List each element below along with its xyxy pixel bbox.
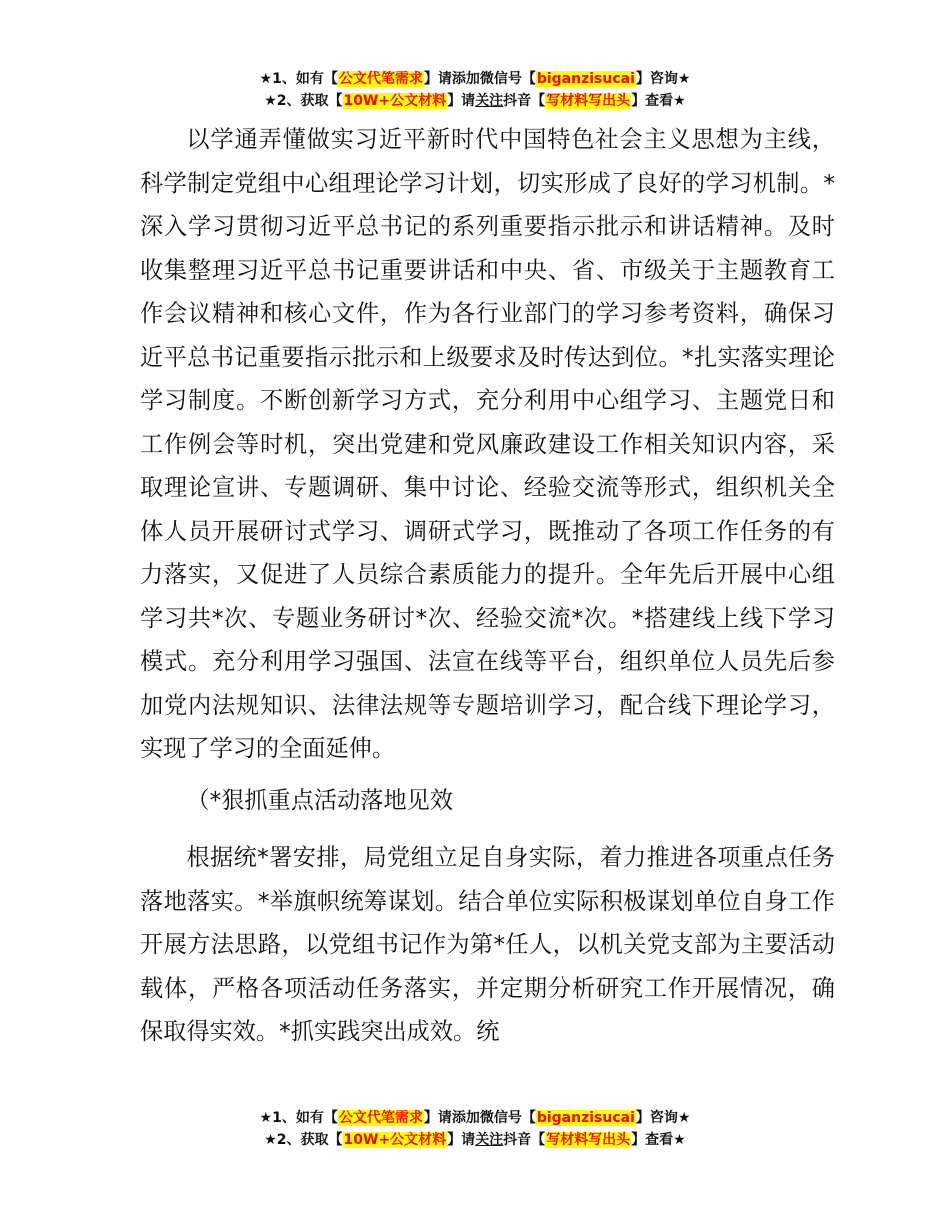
promo-text: 】请 [447,1132,476,1148]
promo-text: 加 [465,71,480,87]
promo-text: 微信号【 [479,71,536,87]
promo-text: 】请添 [423,1110,466,1126]
promo-text: 】查看★ [631,93,686,109]
promo-text: 】咨询★ [635,71,691,87]
promo-highlight-douyin: 写材料写出头 [546,93,631,109]
document-body [140,118,835,1054]
promo-text: 】查看★ [631,1132,686,1148]
promo-text: 】请添 [423,71,466,87]
promo-line-1 [0,68,950,90]
promo-text: ★2、获取【 [264,93,343,109]
footer-promo-banner [0,1107,950,1151]
promo-line-2 [0,90,950,112]
promo-text: ★1、如有【 [259,1110,338,1126]
promo-highlight-service: 公文代笔需求 [338,1110,423,1126]
promo-text-underlined: 关注 [475,93,504,109]
promo-highlight-materials: 10W+公文材料 [343,1132,447,1148]
promo-highlight-materials: 10W+公文材料 [343,93,447,109]
body-paragraph-2: 根据统*署安排，局党组立足自身实际，着力推进各项重点任务落地落实。*举旗帜统筹谋划。结合单位实际积极谋划单位自身工作开展方法思路，以党组书记作为第*任人，以机关党支部为主要活动载体，严格各项活动任务落实，并定期分析研究工作开展情况，确保取得实效。*抓实践突出成效。统 [140,844,835,1045]
body-paragraph-1: 以学通弄懂做实习近平新时代中国特色社会主义思想为主线，科学制定党组中心组理论学习计划，切实形成了良好的学习机制。*深入学习贯彻习近平总书记的系列重要指示批示和讲话精神。及时收集整理习近平总书记重要讲话和中央、省、市级关于主题教育工作会议精神和核心文件，作为各行业部门的学习参考资料，确保习近平总书记重要指示批示和上级要求及时传达到位。*扎实落实理论学习制度。不断创新学习方式，充分利用中心组学习、主题党日和工作例会等时机，突出党建和党风廉政建设工作相关知识内容，采取理论宣讲、专题调研、集中讨论、经验交流等形式，组织机关全体人员开展研讨式学习、调研式学习，既推动了各项工作任务的有力落实，又促进了人员综合素质能力的提升。全年先后开展中心组学习共*次、专题业务研讨*次、经验交流*次。*搭建线上线下学习模式。充分利用学习强国、法宣在线等平台，组织单位人员先后参加党内法规知识、法律法规等专题培训学习，配合线下理论学习，实现了学习的全面延伸。 [140,126,835,762]
promo-highlight-douyin: 写材料写出头 [546,1132,631,1148]
promo-text: 微信号【 [479,1110,536,1126]
promo-text: 】咨询★ [635,1110,691,1126]
promo-text: 抖音【 [503,1132,546,1148]
promo-text: 加 [465,1110,480,1126]
promo-text: 】请 [447,93,476,109]
promo-line-2 [0,1129,950,1151]
promo-text: ★1、如有【 [259,71,338,87]
promo-highlight-wechat-id: biganzisucai [536,71,635,87]
promo-line-1 [0,1107,950,1129]
section-heading: （*狠抓重点活动落地见效 [186,786,454,814]
promo-highlight-wechat-id: biganzisucai [536,1110,635,1126]
promo-highlight-service: 公文代笔需求 [338,71,423,87]
header-promo-banner [0,68,950,112]
promo-text-underlined: 关注 [475,1132,504,1148]
promo-text: 抖音【 [503,93,546,109]
promo-text: ★2、获取【 [264,1132,343,1148]
